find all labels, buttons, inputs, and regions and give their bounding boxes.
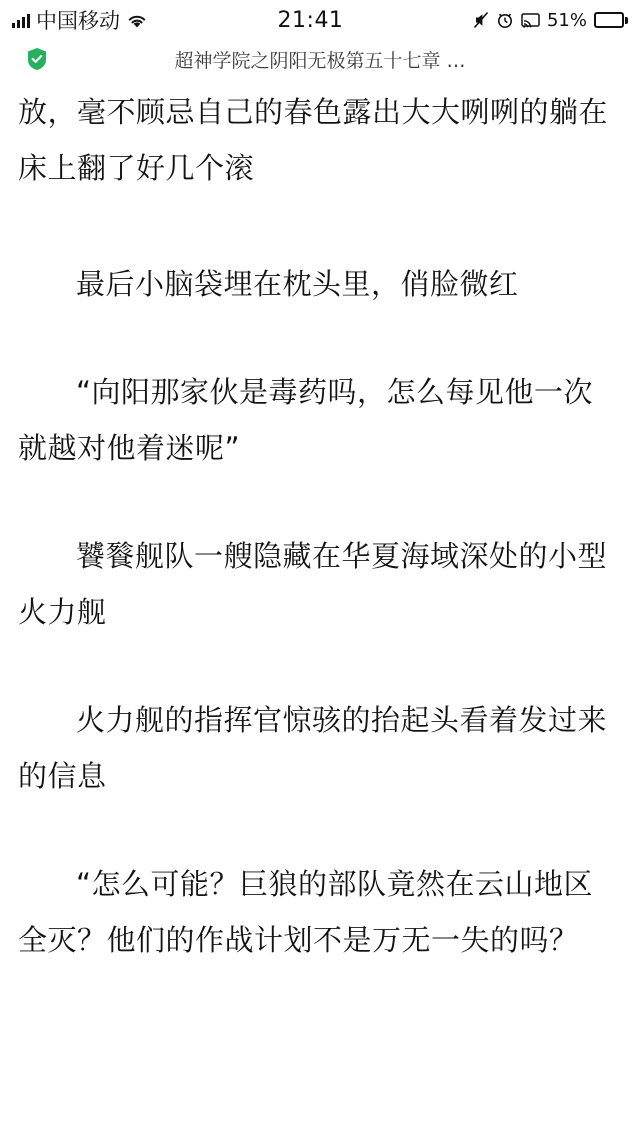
- signal-bars-icon: [12, 12, 30, 28]
- status-bar-clock: 21:41: [277, 7, 344, 33]
- chapter-title-bar: [0, 40, 640, 78]
- paragraph: 最后小脑袋埋在枕头里，俏脸微红: [76, 267, 519, 301]
- alarm-clock-icon: [496, 11, 514, 29]
- status-bar: [0, 0, 640, 40]
- paragraph: “向阳那家伙是毒药吗，怎么每见他一次就越对他着迷呢”: [18, 375, 594, 465]
- reader-content[interactable]: [0, 78, 640, 968]
- carrier-label: 中国移动: [36, 9, 120, 33]
- paragraph: 火力舰的指挥官惊骇的抬起头看着发过来的信息: [18, 703, 608, 793]
- screencast-icon: [521, 12, 540, 29]
- status-bar-left: [12, 5, 148, 35]
- paragraph: 放，毫不顾忌自己的春色露出大大咧咧的躺在床上翻了好几个滚: [18, 95, 609, 185]
- battery-percent-label: 51%: [546, 9, 587, 31]
- battery-icon: ⚡: [594, 12, 628, 28]
- shield-icon: [26, 47, 48, 72]
- paragraph: “怎么可能？巨狼的部队竟然在云山地区全灭？他们的作战计划不是万无一失的吗？: [18, 867, 594, 957]
- paragraph: 饕餮舰队一艘隐藏在华夏海域深处的小型火力舰: [18, 539, 608, 629]
- chapter-title: 超神学院之阴阳无极第五十七章 …: [174, 49, 466, 72]
- mute-icon: [473, 11, 489, 29]
- wifi-icon: [126, 12, 148, 29]
- status-bar-right: [473, 10, 628, 31]
